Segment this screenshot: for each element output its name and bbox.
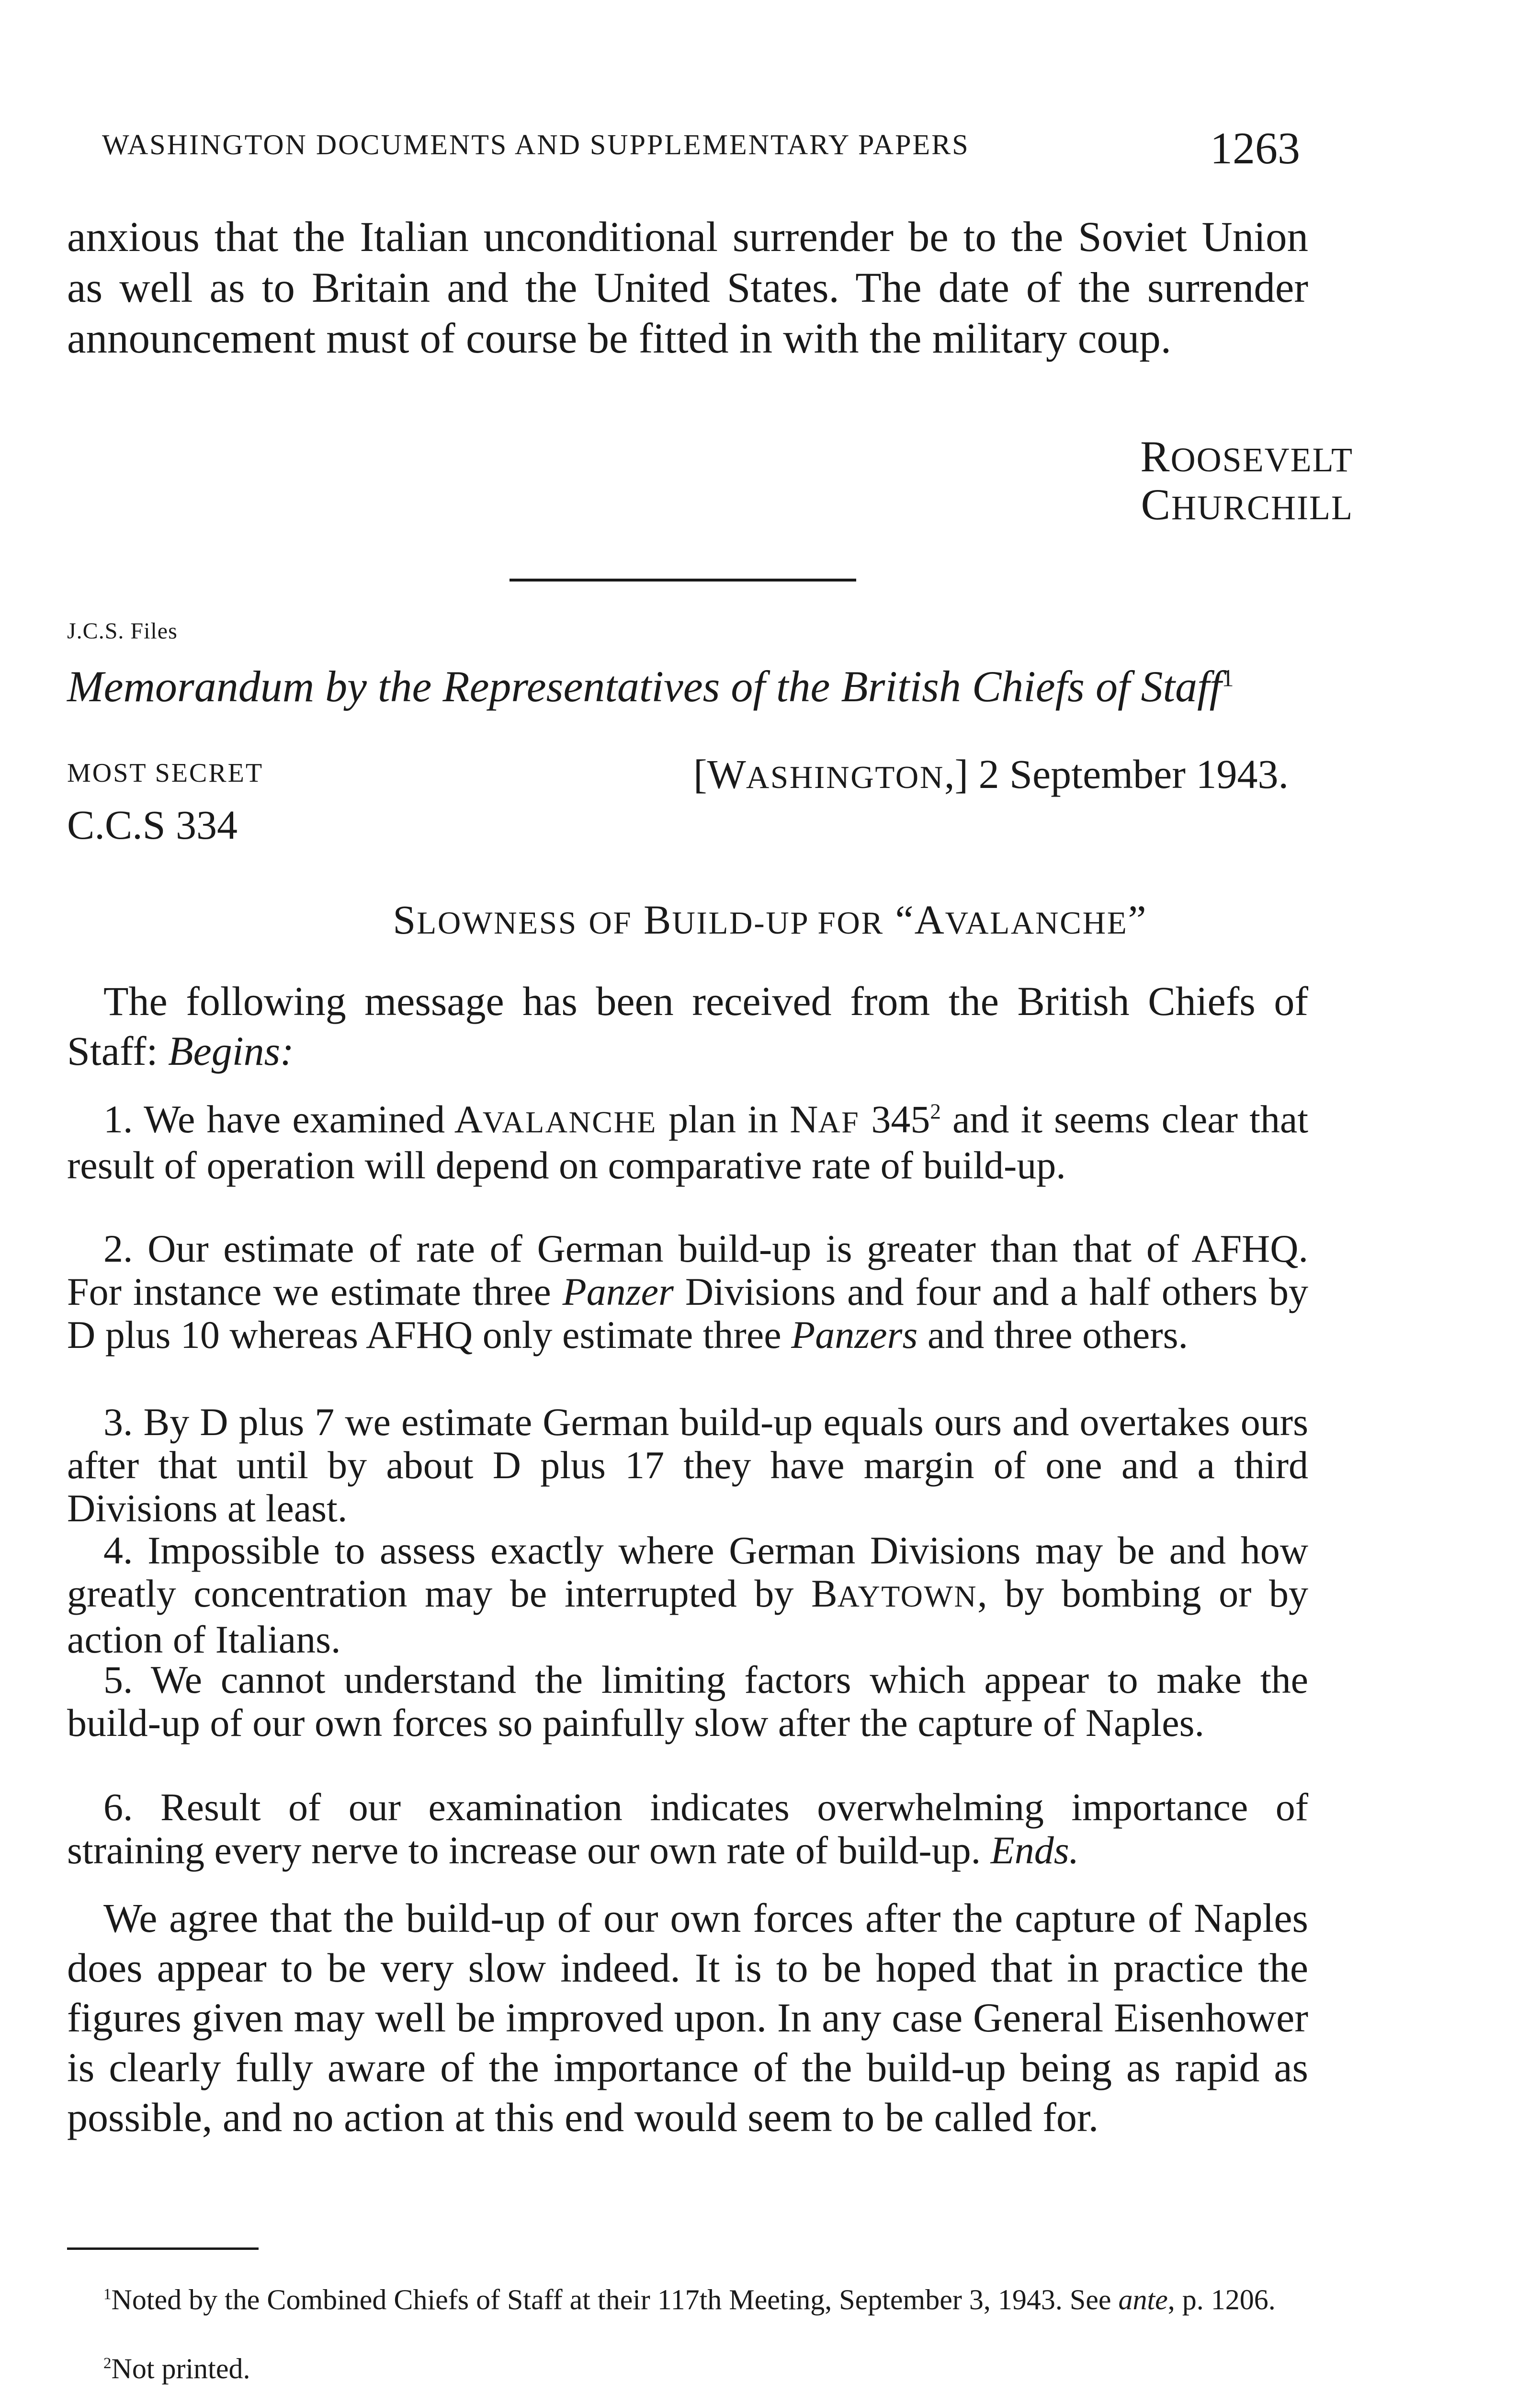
memorandum-heading: [67, 661, 1234, 712]
subject-quote: “: [895, 897, 915, 943]
bracket: ,]: [944, 751, 969, 797]
footnote-mark: 1: [103, 2286, 112, 2303]
signature-roosevelt: [1140, 431, 1353, 482]
codename-rest: VALANCHE: [482, 1105, 657, 1139]
footnote-text: , p. 1206.: [1167, 2284, 1276, 2315]
signature-rest: HURCHILL: [1171, 489, 1353, 527]
signature-initial: C: [1141, 480, 1172, 529]
codename-initial: B: [811, 1572, 838, 1615]
intro-paragraph: [67, 976, 1308, 1076]
footnote-ref: 1: [1222, 664, 1234, 692]
footnote-2: [67, 2352, 1308, 2385]
ends-marker: Ends.: [990, 1828, 1079, 1872]
message-item-1: [67, 1098, 1308, 1187]
codename-initial: A: [454, 1097, 483, 1141]
item-text: 6. Result of our examination indicates overwhelming importance of straining every nerve to increase our own rate of build-up.: [67, 1785, 1308, 1872]
subject-initial: A: [914, 897, 945, 943]
item-text: 2. Our estimate of rate of German build-up is greater than that of AFHQ. For instance we estimate three: [67, 1227, 1308, 1313]
section-divider: [510, 579, 856, 582]
signature-rest: OOSEVELT: [1170, 441, 1353, 479]
footnote-1: [67, 2283, 1308, 2316]
source-files: J.C.S. Files: [67, 618, 178, 644]
signature-churchill: [1141, 479, 1353, 530]
footnote-mark: 2: [103, 2355, 112, 2372]
message-item-4: [67, 1529, 1308, 1661]
item-text: Divisions and four and a half others by D plus 10 whereas AFHQ only estimate three: [67, 1270, 1309, 1357]
message-item-3: 3. By D plus 7 we estimate German build-up equals ours and overtakes ours after that until by about D plus 17 they have margin of one and a third Divisions at least.: [67, 1400, 1308, 1530]
place-rest: ASHINGTON: [746, 759, 945, 795]
subject-line: [0, 896, 1540, 944]
codename-initial: N: [790, 1097, 818, 1141]
page-number: 1263: [1210, 124, 1300, 173]
message-item-2: [67, 1227, 1308, 1357]
message-item-6: [67, 1786, 1308, 1872]
subject-quote: ”: [1128, 897, 1147, 943]
footnote-ref: 2: [930, 1099, 941, 1124]
item-text: and three others.: [927, 1313, 1189, 1357]
italic-term: Panzer: [562, 1270, 674, 1313]
italic-term: Panzers: [791, 1313, 918, 1357]
document-number: C.C.S 334: [67, 802, 238, 848]
date: 2 September 1943.: [978, 751, 1289, 797]
subject-word: LOWNESS: [417, 905, 578, 941]
item-text: plan in: [668, 1097, 779, 1141]
bracket: [: [693, 751, 707, 797]
codename-rest: AYTOWN: [837, 1579, 978, 1613]
item-text: , by bombing or by action of Italians.: [67, 1572, 1309, 1661]
item-text: 1. We have examined: [103, 1097, 445, 1141]
subject-initial: S: [393, 897, 417, 943]
footnote-italic: ante: [1118, 2284, 1168, 2315]
begins-marker: Begins:: [168, 1028, 294, 1074]
closing-paragraph: We agree that the build-up of our own forces after the capture of Naples does appear to be very slow indeed. It is to be hoped that in practice the figures given may well be improved upon. In any case General Eisenhower is clearly fully aware of the importance of the build-up being as rapid as possible, and no action at this end would seem to be called for.: [67, 1895, 1308, 2140]
classification: MOST SECRET: [67, 758, 264, 788]
subject-initial: B: [643, 897, 672, 943]
item-text: 345: [871, 1097, 930, 1141]
subject-word: OF: [589, 905, 633, 941]
subject-word: UILD: [672, 905, 754, 941]
opening-paragraph: anxious that the Italian unconditional surrender be to the Soviet Union as well as to Britain and the United States. The date of the surrender announcement must of course be fitted in with the military coup.: [67, 214, 1308, 362]
item-text: and it seems clear that result of operation will depend on comparative rate of build-up.: [67, 1097, 1309, 1187]
footnote-text: Not printed.: [111, 2353, 250, 2384]
footnote-divider: [67, 2247, 259, 2250]
running-header: WASHINGTON DOCUMENTS AND SUPPLEMENTARY PAPERS: [102, 129, 970, 160]
item-text: 4. Impossible to assess exactly where German Divisions may be and how greatly concentration may be interrupted by: [67, 1528, 1308, 1615]
footnote-text: Noted by the Combined Chiefs of Staff at their 117th Meeting, September 3, 1943. See: [111, 2284, 1111, 2315]
subject-word: -UP FOR: [754, 905, 884, 941]
place-initial: W: [707, 751, 746, 797]
memorandum-title: Memorandum by the Representatives of the British Chiefs of Staff: [67, 662, 1222, 711]
dateline: [693, 750, 1289, 798]
codename-rest: AF: [818, 1105, 860, 1139]
message-item-5: 5. We cannot understand the limiting factors which appear to make the build-up of our own forces so painfully slow after the capture of Naples.: [67, 1658, 1308, 1745]
intro-text: The following message has been received from the British Chiefs of Staff:: [67, 978, 1308, 1074]
signature-initial: R: [1140, 432, 1171, 481]
subject-word: VALANCHE: [945, 905, 1128, 941]
